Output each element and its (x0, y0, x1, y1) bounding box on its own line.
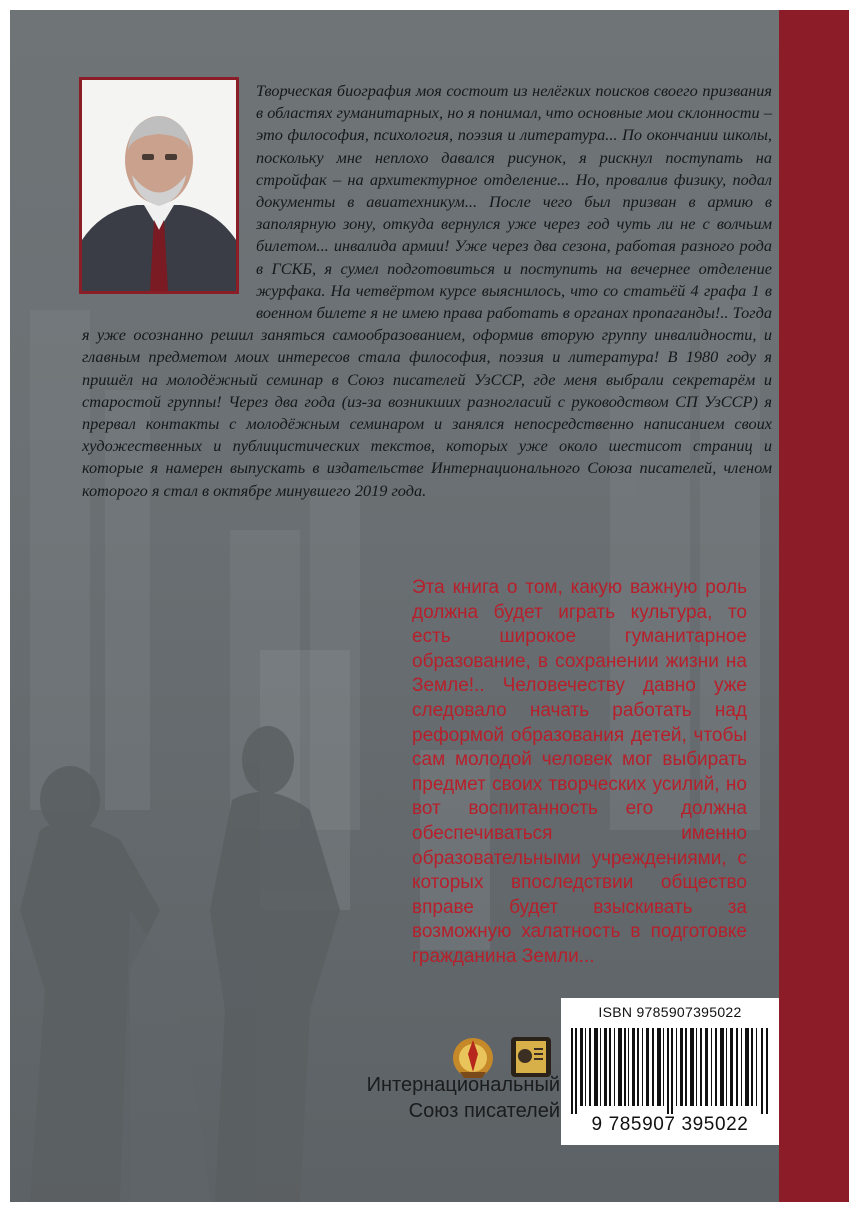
spine-strip (779, 10, 849, 1202)
bio-paragraph: Творческая биография моя состоит из нелёгких поисков своего призвания в областях гуманитарных, но я понимал, что основные мои склонности – это философия, психология, поэзия и литература... По окончании школы, поскольку мне неплохо давался рисунок, я рискнул поступать на стройфак – на архитектурное отделение... Но, провалив физику, подал документы в авиатехникум... После чего был призван в армию в заполярную зону, откуда вернулся уже через год чуть ли не с волчьим билетом... инвалида армии! Уже через два сезона, работая разного рода в ГСКБ, я сумел подготовиться и поступить на вечернее отделение журфака. На четвёртом курсе выяснилось, что со статьёй 4 графа 1 в военном билете я не имею права работать в органах пропаганды!.. Тогда я уже осознанно решил заняться самообразованием, оформив вторую группу инвалидности, и главным предметом моих интересов стала философия, поэзия и литература! В 1980 году я пришёл на молодёжный семинар в Союз писателей УзССР, где меня выбрали секретарём и старостой группы! Через два года (из-за возникших разногласий с руководством СП УзССР) я прервал контакты с молодёжным семинаром и занялся непосредственно написанием своих художественных и публицистических текстов, которых уже около шестисот страниц и которые я намерен выпускать в издательстве Интернационального Союза писателей, членом которого я стал в октябре минувшего 2019 года. (82, 81, 772, 500)
photo-spacer (82, 80, 256, 314)
isbn-label: ISBN 9785907395022 (598, 1004, 742, 1020)
publisher-name (310, 1072, 560, 1124)
barcode-digits: 9 785907 395022 (591, 1114, 749, 1135)
author-biography-text (82, 80, 772, 502)
barcode-icon (571, 1028, 769, 1114)
back-cover (10, 10, 849, 1202)
isbn-barcode-block (561, 998, 779, 1145)
publisher-line-1: Интернациональный (366, 1074, 560, 1096)
book-annotation-text: Эта книга о том, какую важную роль должна будет играть культура, то есть широкое гуманитарное образование, в сохранении жизни на Земле!.. Человечеству давно уже следовало начать работать над реформой образования детей, чтобы сам молодой человек мог выбирать предмет своих творческих усилий, но вот воспитанность его должна обеспечиваться именно образовательными учреждениями, с которых впоследствии общество вправе будет взыскивать за возможную халатность в подготовке гражданина Земли... (412, 577, 747, 967)
publisher-line-2: Союз писателей (408, 1100, 560, 1122)
